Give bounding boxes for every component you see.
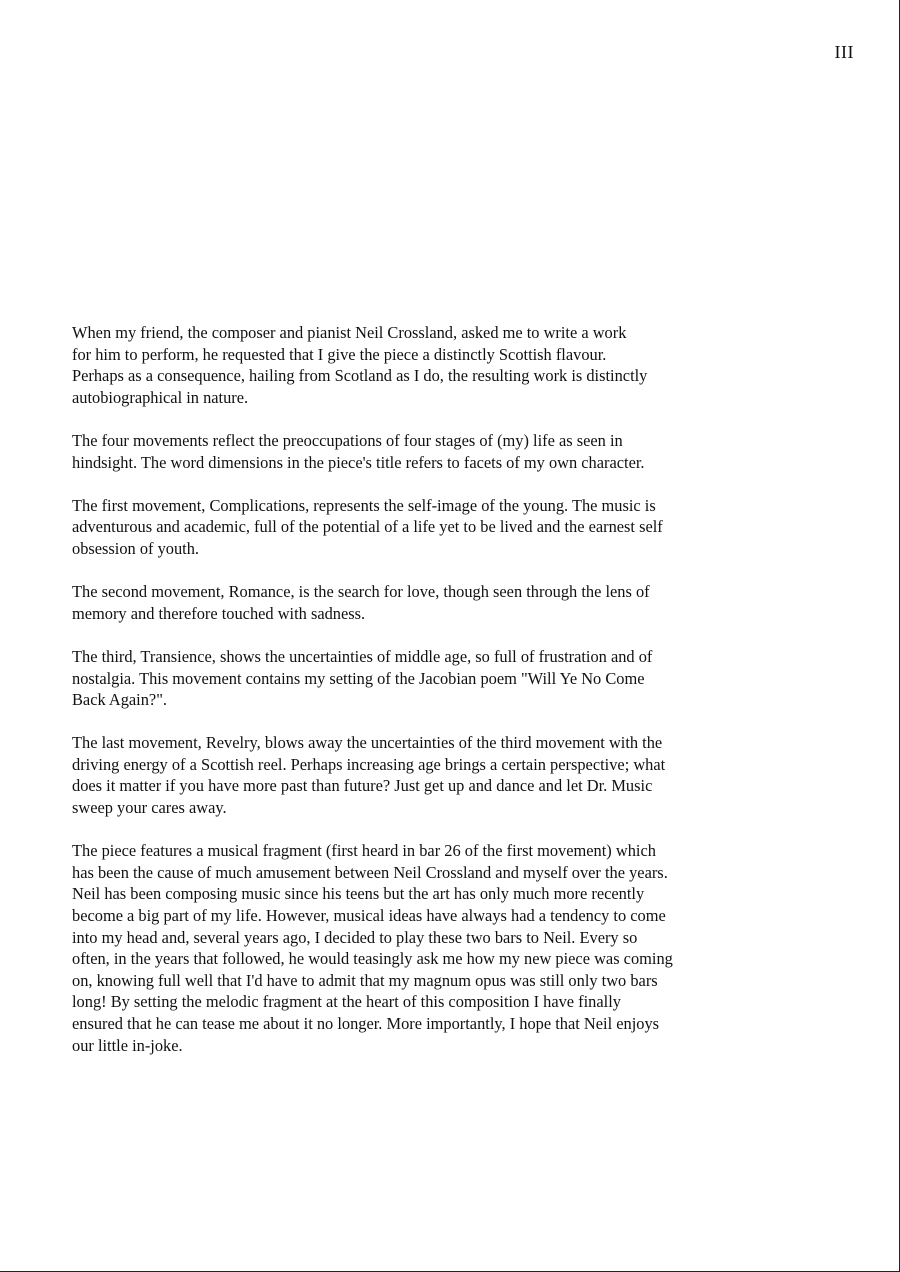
text-line: become a big part of my life. However, musical ideas have always had a tendency to come — [72, 906, 666, 926]
text-line: adventurous and academic, full of the potential of a life yet to be lived and the earnest self — [72, 517, 663, 537]
text-line: Perhaps as a consequence, hailing from Scotland as I do, the resulting work is distinctly — [72, 366, 648, 386]
text-line: Neil has been composing music since his teens but the art has only much more recently — [72, 884, 645, 904]
text-line: When my friend, the composer and pianist Neil Crossland, asked me to write a work — [72, 323, 627, 342]
text-line: autobiographical in nature. — [72, 387, 249, 407]
body-text — [72, 322, 788, 1078]
text-line: The first movement, Complications, represents the self-image of the young. The music is — [72, 495, 656, 515]
text-line: The piece features a musical fragment (first heard in bar 26 of the first movement) which — [72, 841, 656, 861]
text-line: often, in the years that followed, he would teasingly ask me how my new piece was coming — [72, 949, 673, 969]
paragraph-third-movement — [72, 646, 788, 711]
paragraph-second-movement — [72, 581, 788, 624]
text-line: for him to perform, he requested that I give the piece a distinctly Scottish flavour. — [72, 344, 607, 364]
text-line: driving energy of a Scottish reel. Perhaps increasing age brings a certain perspective; what — [72, 754, 666, 774]
text-line: The four movements reflect the preoccupations of four stages of (my) life as seen in — [72, 430, 623, 450]
paragraph-musical-fragment — [72, 840, 788, 1056]
text-line: sweep your cares away. — [72, 798, 227, 818]
text-line: obsession of youth. — [72, 538, 200, 558]
text-line: Back Again?". — [72, 690, 167, 710]
paragraph-intro — [72, 322, 788, 408]
text-line: our little in-joke. — [72, 1035, 183, 1055]
text-line: memory and therefore touched with sadness. — [72, 603, 366, 623]
page-number: III — [834, 42, 854, 62]
paragraph-first-movement — [72, 495, 788, 560]
text-line: on, knowing full well that I'd have to admit that my magnum opus was still only two bars — [72, 970, 658, 990]
text-line: into my head and, several years ago, I decided to play these two bars to Neil. Every so — [72, 927, 638, 947]
text-line: has been the cause of much amusement between Neil Crossland and myself over the years. — [72, 862, 668, 882]
text-line: long! By setting the melodic fragment at the heart of this composition I have finally — [72, 992, 621, 1012]
text-line: nostalgia. This movement contains my setting of the Jacobian poem "Will Ye No Come — [72, 668, 645, 688]
paragraph-last-movement — [72, 732, 788, 818]
text-line: The third, Transience, shows the uncertainties of middle age, so full of frustration and of — [72, 646, 653, 666]
paragraph-movements-overview — [72, 430, 788, 473]
text-line: The last movement, Revelry, blows away the uncertainties of the third movement with the — [72, 733, 663, 753]
text-line: hindsight. The word dimensions in the piece's title refers to facets of my own character. — [72, 452, 645, 472]
text-line: does it matter if you have more past than future? Just get up and dance and let Dr. Music — [72, 776, 653, 796]
text-line: ensured that he can tease me about it no longer. More importantly, I hope that Neil enjoys — [72, 1014, 660, 1033]
text-line: The second movement, Romance, is the search for love, though seen through the lens of — [72, 582, 650, 602]
